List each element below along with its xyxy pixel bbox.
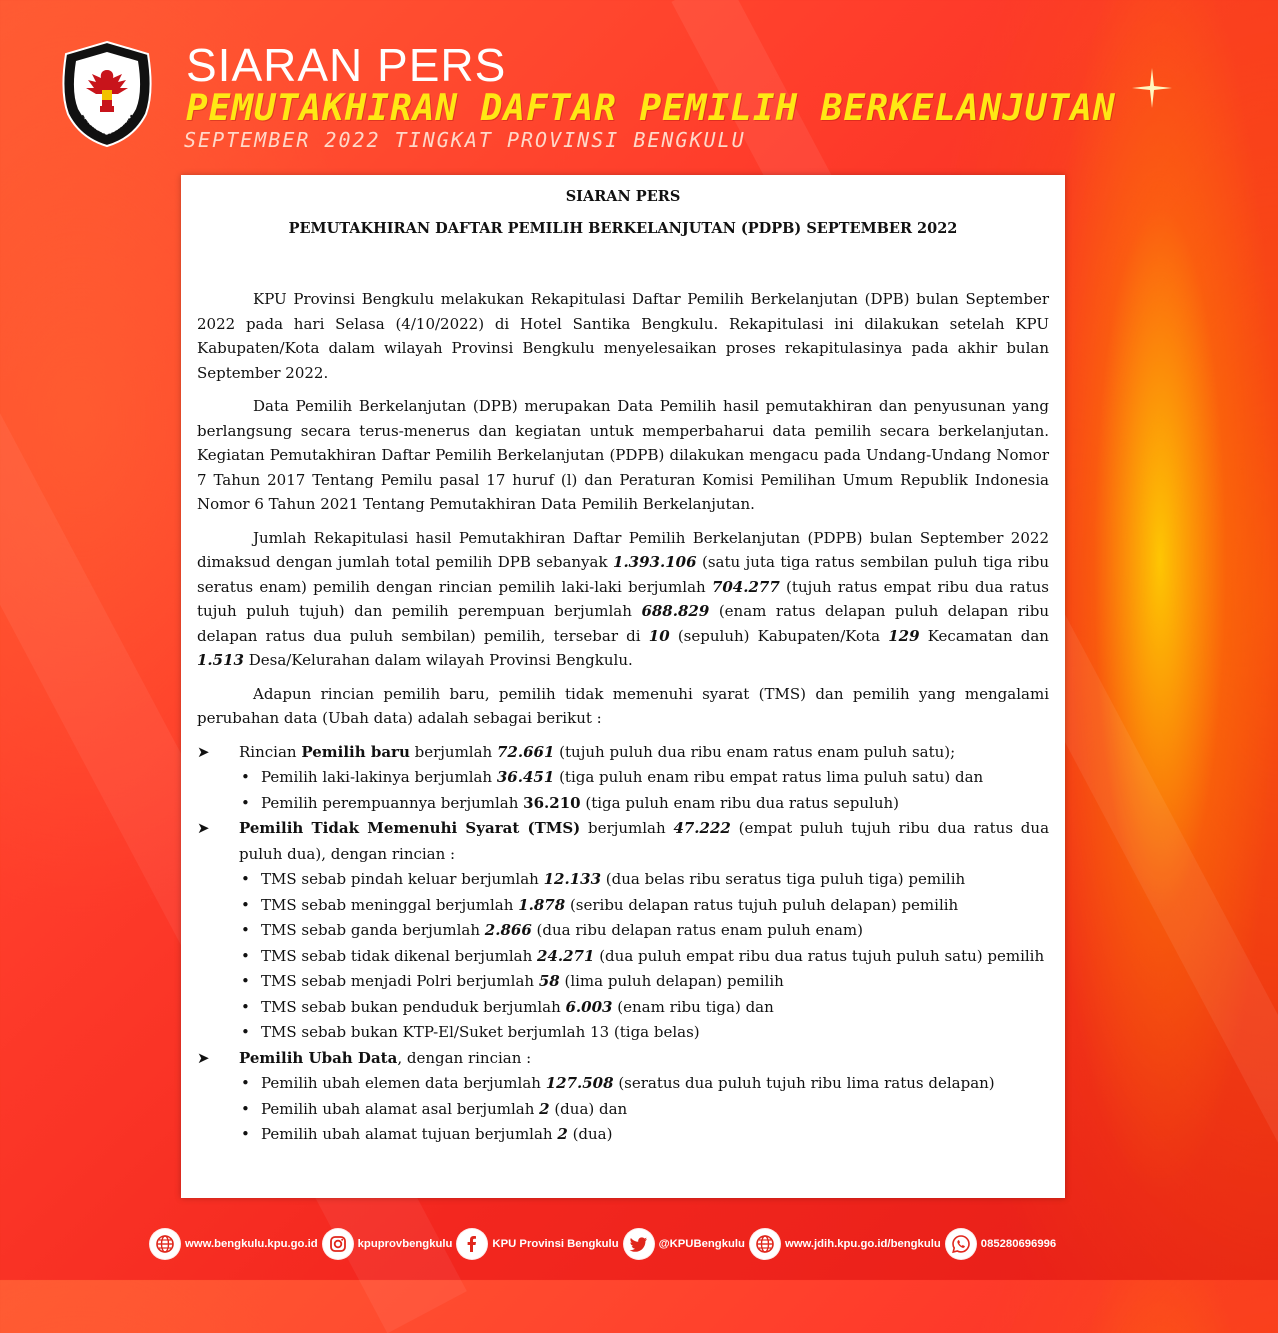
document-body: [197, 287, 1049, 1148]
press-release-document: [181, 175, 1065, 1198]
bullet-icon: •: [241, 1099, 250, 1118]
sub-list-item: • Pemilih perempuannya berjumlah 36.210 (tiga puluh enam ribu dua ratus sepuluh): [239, 791, 1049, 817]
arrow-bullet-icon: ➤: [197, 819, 210, 837]
details-list: [197, 740, 1049, 1148]
paragraph-details-intro: Adapun rincian pemilih baru, pemilih tidak memenuhi syarat (TMS) dan pemilih yang mengalami perubahan data (Ubah data) adalah sebagai berikut :: [197, 684, 1049, 727]
header-subtitle: PEMUTAKHIRAN DAFTAR PEMILIH BERKELANJUTAN: [186, 88, 1116, 129]
footer-contacts: [150, 1226, 1056, 1262]
bullet-icon: •: [241, 895, 250, 914]
bullet-icon: •: [241, 1074, 250, 1092]
sub-item-value: 2: [557, 1125, 568, 1143]
bullet-icon: •: [241, 793, 250, 812]
sub-item-value: 6.003: [565, 997, 613, 1016]
header-title: SIARAN PERS: [186, 39, 507, 91]
bullet-icon: •: [241, 946, 250, 965]
bullet-icon: •: [241, 921, 250, 939]
sub-item-value: 24.271: [537, 946, 595, 965]
logo-top-text: KOMISI: [84, 52, 131, 71]
sub-item-value: 12.133: [543, 870, 602, 888]
instagram-icon: [323, 1229, 353, 1259]
sub-list-item: • TMS sebab menjadi Polri berjumlah 58 (lima puluh delapan) pemilih: [239, 969, 1049, 995]
sub-item-value: 36.210: [523, 793, 581, 812]
bullet-icon: •: [241, 1023, 250, 1041]
desa-count: 1.513: [197, 651, 244, 669]
paragraph-definition: Data Pemilih Berkelanjutan (DPB) merupakan Data Pemilih hasil pemutakhiran dan penyusunan yang berlangsung secara terus-menerus dan kegiatan untuk memperbaharui data pemilih secara berkelanjutan. Kegiatan Pemutakhiran Daftar Pemilih Berkelanjutan (PDPB) dilakukan mengacu pada Undang-Undang Nomor 7 Tahun 2017 Tentang Pemilu pasal 17 huruf (l) dan Peraturan Komisi Pemilihan Umum Republik Indonesia Nomor 6 Tahun 2021 Tentang Pemutakhiran Data Pemilih Berkelanjutan.: [197, 397, 1049, 513]
logo-bottom-text: PEMILIHAN UMUM: [76, 113, 138, 143]
sub-list-item: • TMS sebab tidak dikenal berjumlah 24.271 (dua puluh empat ribu dua ratus tujuh puluh satu) pemilih: [239, 944, 1049, 970]
tms-sublist: [239, 867, 1049, 1046]
ubah-data-sublist: [239, 1071, 1049, 1148]
facebook-icon: [457, 1229, 487, 1259]
list-item-tms: ➤ Pemilih Tidak Memenuhi Syarat (TMS) berjumlah 47.222 (empat puluh tujuh ribu dua ratus dua puluh dua), dengan rincian : • TMS sebab pindah keluar berjumlah 12.133 (dua belas ribu seratus tiga puluh tiga) pemilih • TMS sebab meninggal berjumlah 1.878 (seribu delapan ratus tujuh puluh delapan) pemilih • TMS sebab ganda berjumlah 2.866 (dua ribu delapan ratus enam puluh enam) • TMS sebab tidak dikenal berjumlah 24.271 (dua puluh empat ribu dua ratus tujuh puluh satu) pemilih • TMS sebab menjadi Polri berjumlah 58 (lima puluh delapan) pemilih • TMS sebab bukan penduduk berjumlah 6.003 (enam ribu tiga) dan • TMS sebab bukan KTP-El/Suket berjumlah 13 (tiga belas): [197, 816, 1049, 1046]
sub-list-item: • Pemilih ubah alamat asal berjumlah 2 (dua) dan: [239, 1097, 1049, 1123]
globe-icon: [750, 1229, 780, 1259]
sub-item-value: 36.451: [496, 768, 555, 786]
bullet-icon: •: [241, 1125, 250, 1143]
total-voters: 1.393.106: [613, 553, 697, 571]
whatsapp-icon: [946, 1229, 976, 1259]
arrow-bullet-icon: ➤: [197, 742, 210, 761]
sub-list-item: • Pemilih ubah alamat tujuan berjumlah 2 (dua): [239, 1122, 1049, 1148]
arrow-bullet-icon: ➤: [197, 1048, 210, 1067]
globe-icon: [150, 1229, 180, 1259]
bullet-icon: •: [241, 768, 250, 786]
sub-list-item: • TMS sebab meninggal berjumlah 1.878 (seribu delapan ratus tujuh puluh delapan) pemilih: [239, 893, 1049, 919]
footer-instagram[interactable]: kpuprovbengkulu: [323, 1229, 453, 1259]
footer-twitter[interactable]: @KPUBengkulu: [624, 1229, 745, 1259]
footer-jdih[interactable]: www.jdih.kpu.go.id/bengkulu: [750, 1229, 941, 1259]
sub-list-item: • TMS sebab pindah keluar berjumlah 12.133 (dua belas ribu seratus tiga puluh tiga) pemilih: [239, 867, 1049, 893]
sub-list-item: • Pemilih laki-lakinya berjumlah 36.451 (tiga puluh enam ribu empat ratus lima puluh satu) dan: [239, 765, 1049, 791]
twitter-icon: [624, 1229, 654, 1259]
paragraph-totals: Jumlah Rekapitulasi hasil Pemutakhiran Daftar Pemilih Berkelanjutan (PDPB) bulan September 2022 dimaksud dengan jumlah total pemilih DPB sebanyak 1.393.106 (satu juta tiga ratus sembilan puluh tiga ribu seratus enam) pemilih dengan rincian pemilih laki-laki berjumlah 704.277 (tujuh ratus empat ribu dua ratus tujuh puluh tujuh) dan pemilih perempuan berjumlah 688.829 (enam ratus delapan puluh delapan ribu delapan ratus dua puluh sembilan) pemilih, tersebar di 10 (sepuluh) Kabupaten/Kota 129 Kecamatan dan 1.513 Desa/Kelurahan dalam wilayah Provinsi Bengkulu.: [197, 528, 1049, 669]
document-subtitle: PEMUTAKHIRAN DAFTAR PEMILIH BERKELANJUTAN (PDPB) SEPTEMBER 2022: [288, 220, 958, 237]
sub-list-item: • Pemilih ubah elemen data berjumlah 127.508 (seratus dua puluh tujuh ribu lima ratus delapan): [239, 1071, 1049, 1097]
bullet-icon: •: [241, 997, 250, 1016]
sub-list-item: • TMS sebab bukan penduduk berjumlah 6.003 (enam ribu tiga) dan: [239, 995, 1049, 1021]
list-item-pemilih-baru: ➤ Rincian Pemilih baru berjumlah 72.661 (tujuh puluh dua ribu enam ratus enam puluh satu); • Pemilih laki-lakinya berjumlah 36.451 (tiga puluh enam ribu empat ratus lima puluh satu) dan • Pemilih perempuannya berjumlah 36.210 (tiga puluh enam ribu dua ratus sepuluh): [197, 740, 1049, 817]
sub-list-item: • TMS sebab bukan KTP-El/Suket berjumlah 13 (tiga belas): [239, 1020, 1049, 1046]
male-voters: 704.277: [711, 577, 780, 596]
kecamatan-count: 129: [888, 626, 920, 645]
footer-facebook[interactable]: KPU Provinsi Bengkulu: [457, 1229, 618, 1259]
header-period: SEPTEMBER 2022 TINGKAT PROVINSI BENGKULU: [184, 128, 746, 152]
footer-website[interactable]: www.bengkulu.kpu.go.id: [150, 1229, 318, 1259]
pemilih-baru-sublist: [239, 765, 1049, 816]
paragraph-intro: KPU Provinsi Bengkulu melakukan Rekapitulasi Daftar Pemilih Berkelanjutan (DPB) bulan September 2022 pada hari Selasa (4/10/2022) di Hotel Santika Bengkulu. Rekapitulasi ini dilakukan setelah KPU Kabupaten/Kota dalam wilayah Provinsi Bengkulu menyelesaikan proses rekapitulasinya pada akhir bulan September 2022.: [197, 290, 1049, 382]
sub-item-value: 2.866: [484, 921, 532, 939]
sub-list-item: • TMS sebab ganda berjumlah 2.866 (dua ribu delapan ratus enam puluh enam): [239, 918, 1049, 944]
female-voters: 688.829: [641, 602, 710, 620]
sub-item-value: 2: [539, 1099, 550, 1118]
bullet-icon: •: [241, 972, 250, 990]
sub-item-value: 58: [538, 972, 560, 990]
sparkle-icon: [1132, 68, 1172, 108]
sub-item-value: 1.878: [518, 895, 566, 914]
bullet-icon: •: [241, 870, 250, 888]
document-title: SIARAN PERS: [565, 188, 681, 205]
kpu-logo: [58, 40, 156, 148]
sub-item-value: 127.508: [545, 1074, 614, 1092]
list-item-ubah-data: ➤ Pemilih Ubah Data, dengan rincian : • Pemilih ubah elemen data berjumlah 127.508 (seratus dua puluh tujuh ribu lima ratus delapan) • Pemilih ubah alamat asal berjumlah 2 (dua) dan • Pemilih ubah alamat tujuan berjumlah 2 (dua): [197, 1046, 1049, 1148]
footer-whatsapp[interactable]: 085280696996: [946, 1229, 1056, 1259]
kabupaten-count: 10: [648, 626, 670, 645]
